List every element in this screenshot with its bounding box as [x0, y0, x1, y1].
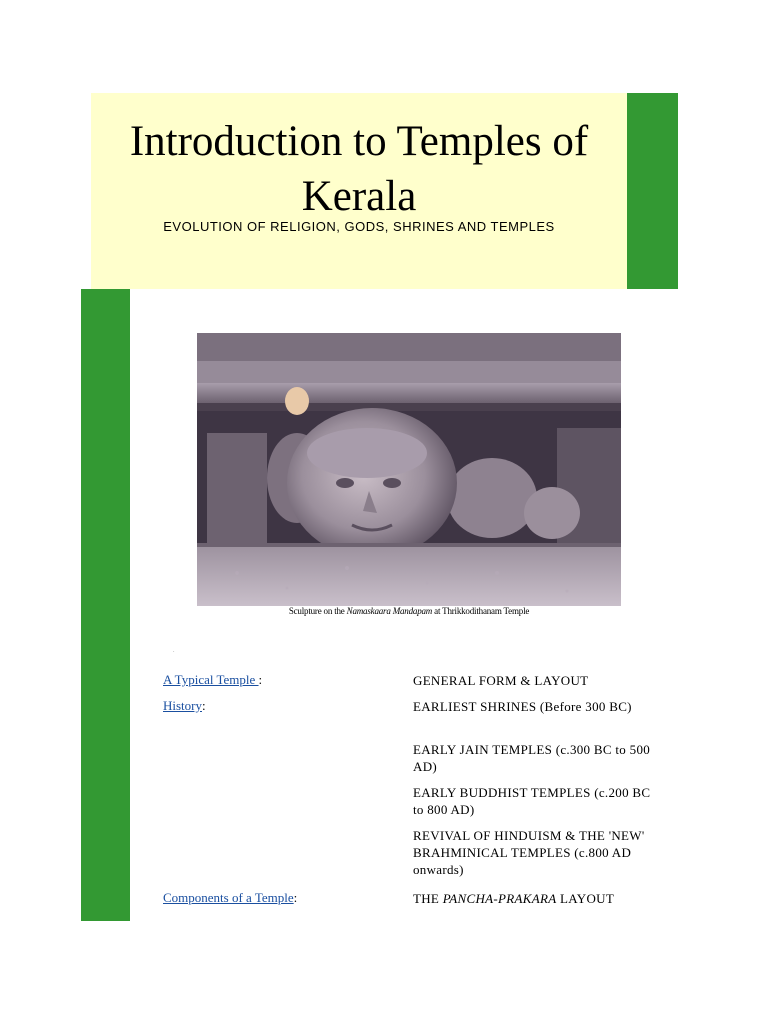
toc-sep: : — [293, 890, 298, 905]
caption-italic: Namaskaara Mandapam — [346, 606, 433, 616]
toc-sep: : — [258, 672, 263, 687]
toc-link-history[interactable]: History — [163, 698, 202, 713]
toc-label — [163, 698, 206, 714]
page-title — [91, 114, 627, 224]
toc-link-typical-temple[interactable]: A Typical Temple — [163, 672, 259, 687]
toc-item-pancha-prakara — [413, 890, 658, 907]
page-subtitle: EVOLUTION OF RELIGION, GODS, SHRINES AND TEMPLES — [163, 219, 555, 234]
toc-item-revival-hinduism: REVIVAL OF HINDUISM & THE 'NEW' BRAHMINICAL TEMPLES (c.800 AD onwards) — [413, 828, 645, 877]
toc-item-early-jain: EARLY JAIN TEMPLES (c.300 BC to 500 AD) — [413, 742, 651, 774]
toc-label — [163, 890, 297, 906]
toc-sep: : — [202, 698, 206, 713]
toc-link-components[interactable]: Components of a Temple — [163, 890, 294, 905]
toc-item-early-buddhist: EARLY BUDDHIST TEMPLES (c.200 BC to 800 AD) — [413, 785, 651, 817]
photo-caption — [197, 606, 621, 616]
caption-suffix: at Thrikkodithanam Temple — [432, 606, 530, 616]
green-bar-left — [81, 289, 130, 921]
title-line-1: Introduction to Temples of — [129, 118, 589, 165]
toc-label — [163, 672, 262, 688]
item-suffix: LAYOUT — [556, 891, 615, 906]
bullet-mark: . — [173, 648, 175, 654]
sculpture-illustration — [197, 333, 621, 606]
toc-item-general-form: GENERAL FORM & LAYOUT — [413, 673, 589, 688]
title-line-2: Kerala — [301, 173, 417, 220]
item-prefix: THE — [413, 891, 443, 906]
caption-prefix: Sculpture on the — [288, 606, 347, 616]
item-italic: PANCHA-PRAKARA — [442, 891, 557, 906]
temple-sculpture-photo — [197, 333, 621, 606]
toc-item-earliest-shrines: EARLIEST SHRINES (Before 300 BC) — [413, 699, 632, 714]
green-bar-right — [627, 93, 678, 289]
